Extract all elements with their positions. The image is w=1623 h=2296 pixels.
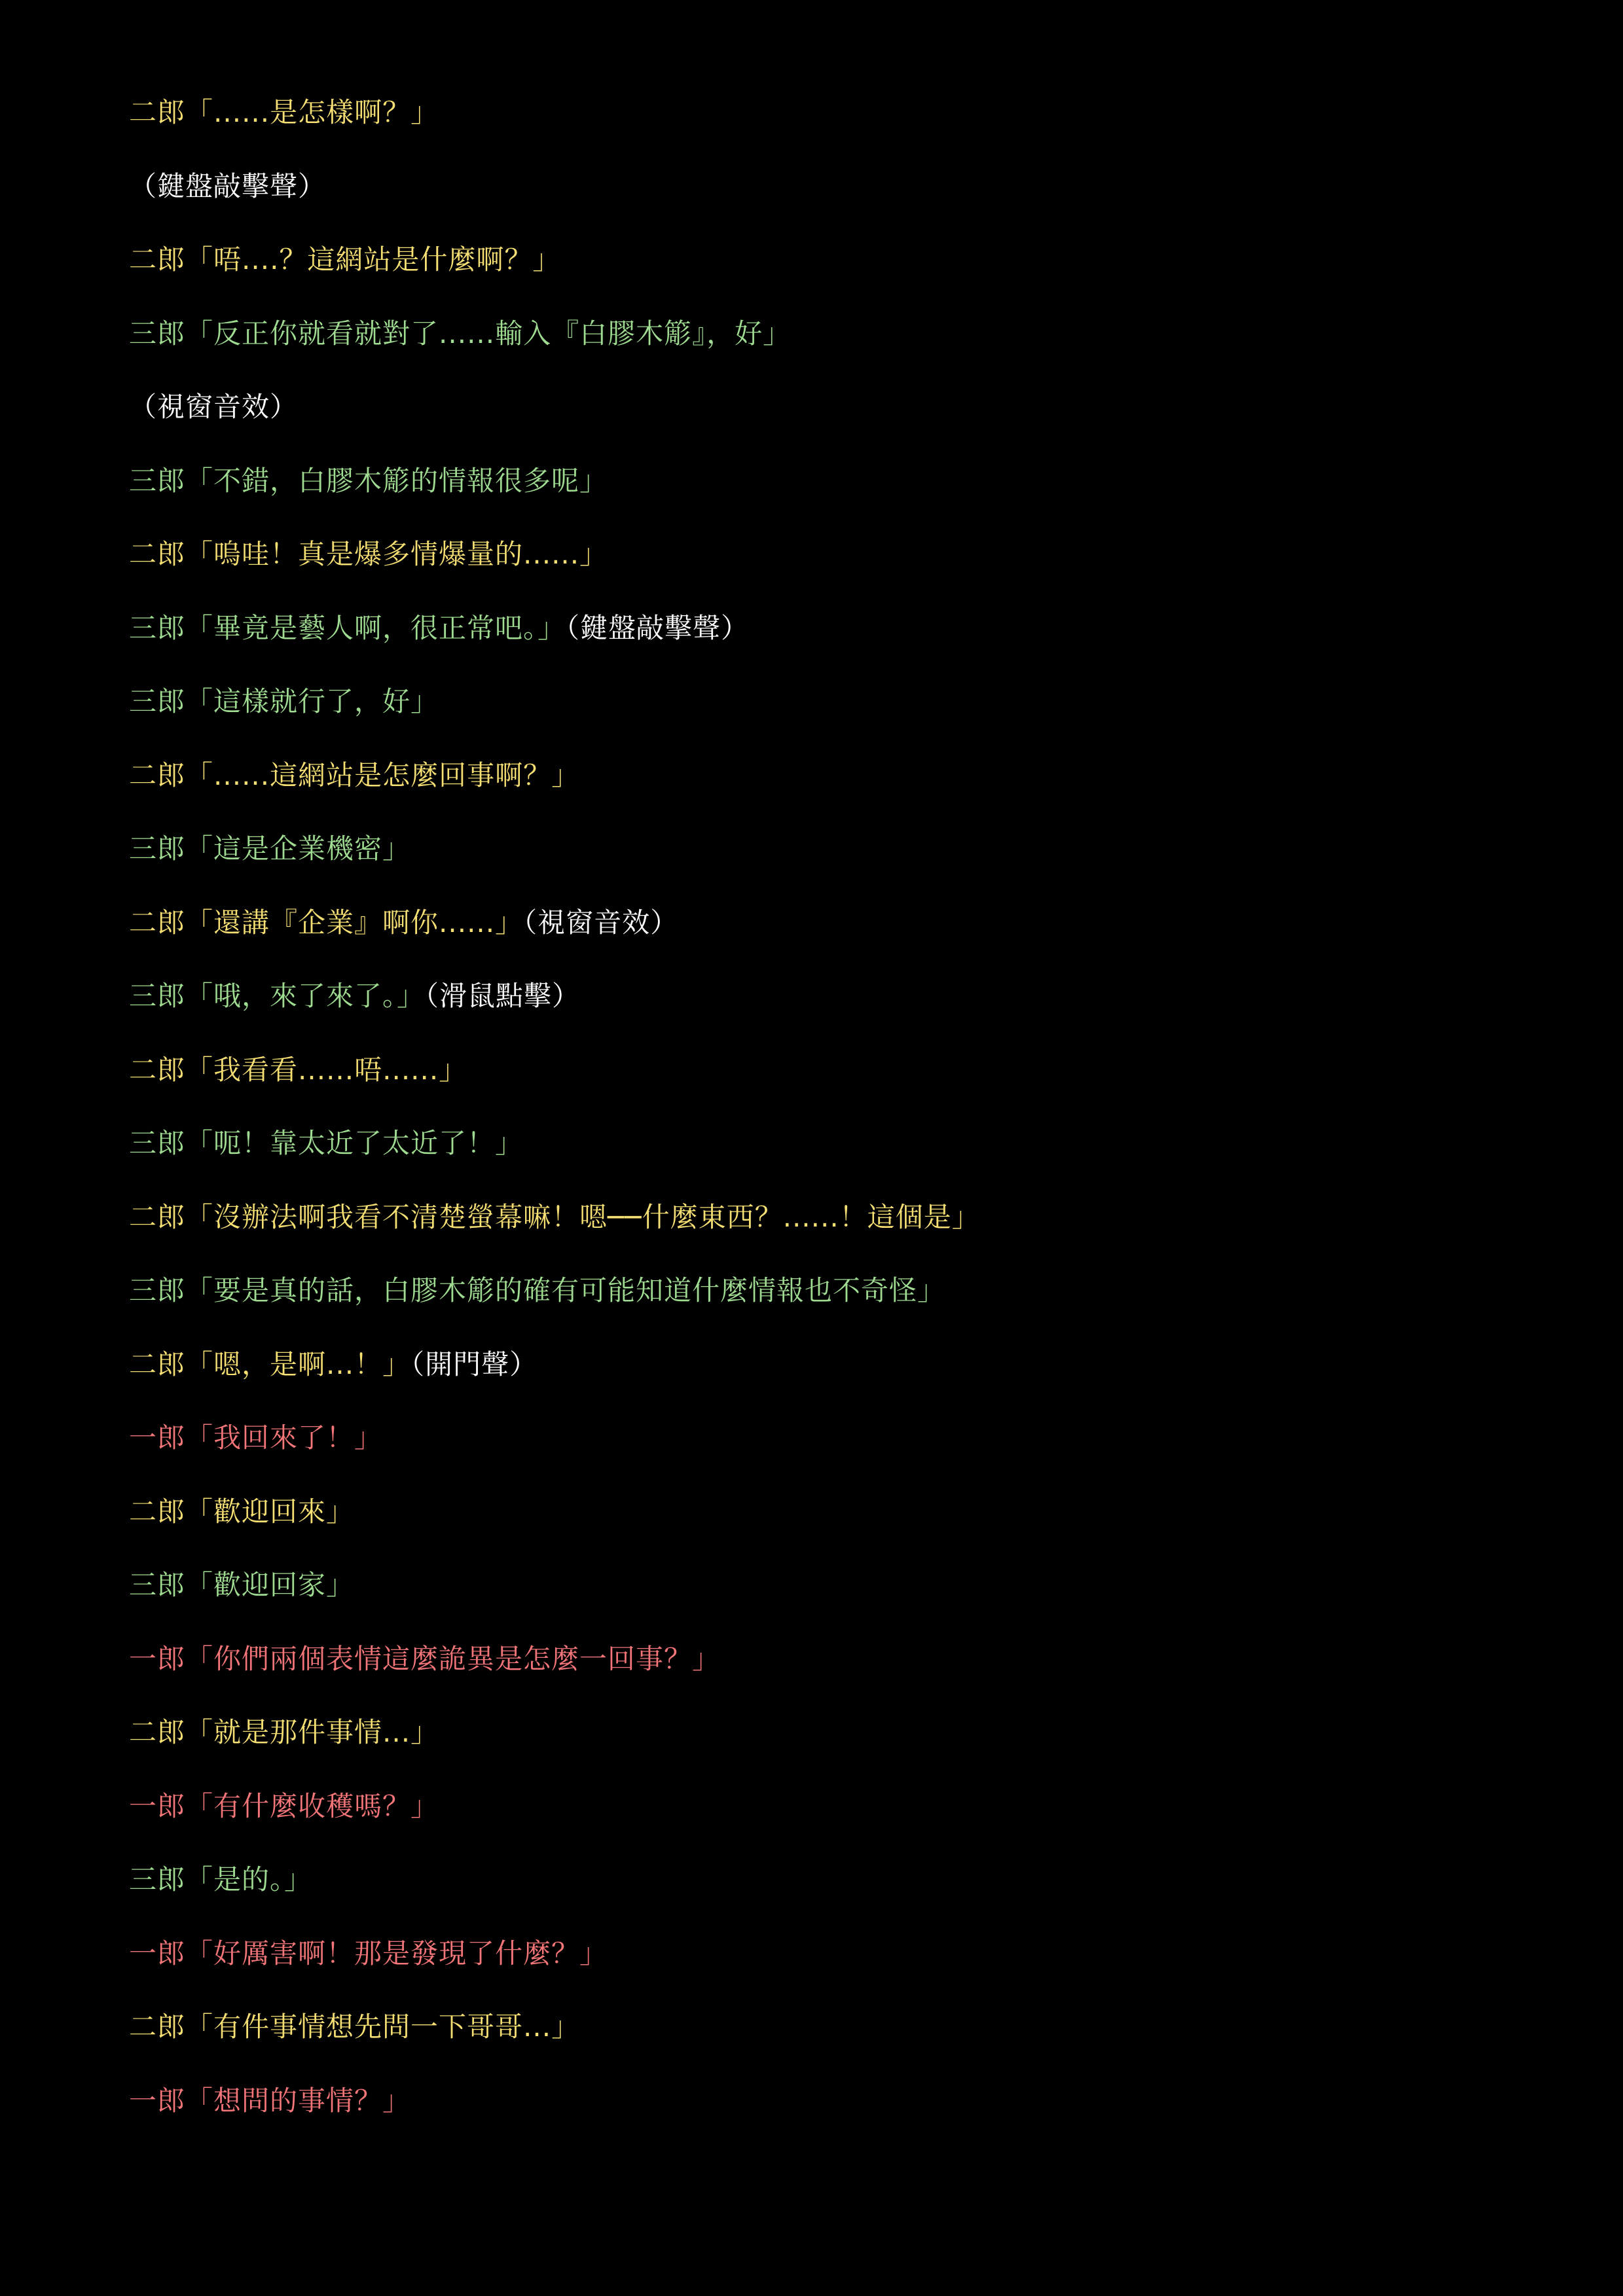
speaker-name: 一郎: [129, 1642, 186, 1675]
speaker-name: 三郎: [129, 611, 186, 644]
sound-effect: （鍵盤敲擊聲）: [129, 170, 327, 202]
dialogue-line: [129, 1198, 1569, 1272]
speaker-name: 二郎: [129, 906, 186, 939]
dialogue-text: 「我看看......唔......」: [185, 1053, 467, 1086]
dialogue-text: 「畢竟是藝人啊，很正常吧。」: [185, 611, 566, 644]
sound-effect: （視窗音效）: [129, 391, 299, 423]
sound-effect: （開門聲）: [410, 1348, 538, 1380]
speaker-name: 一郎: [129, 1789, 186, 1822]
dialogue-text: 「不錯，白膠木簓的情報很多呢」: [185, 464, 608, 497]
dialogue-line: [129, 1345, 1569, 1419]
dialogue-line: [129, 1713, 1569, 1787]
dialogue-text: 「我回來了！」: [185, 1422, 383, 1454]
dialogue-line: [129, 167, 1569, 241]
dialogue-line: [129, 461, 1569, 535]
dialogue-line: [129, 2007, 1569, 2081]
dialogue-text: 「歡迎回家」: [185, 1569, 355, 1601]
dialogue-line: [129, 1860, 1569, 1934]
speaker-name: 二郎: [129, 2011, 186, 2043]
speaker-name: 三郎: [129, 833, 186, 865]
dialogue-text: 「就是那件事情...」: [185, 1716, 439, 1748]
dialogue-line: [129, 240, 1569, 314]
dialogue-line: [129, 387, 1569, 461]
dialogue-text: 「哦，來了來了。」: [185, 980, 426, 1012]
speaker-name: 二郎: [129, 1200, 186, 1233]
dialogue-text: 「這是企業機密」: [185, 833, 411, 865]
dialogue-line: [129, 93, 1569, 167]
dialogue-text: 「好厲害啊！那是發現了什麼？」: [185, 1937, 608, 1969]
dialogue-text: 「......這網站是怎麼回事啊？」: [185, 759, 580, 791]
speaker-name: 三郎: [129, 685, 186, 717]
dialogue-text: 「要是真的話，白膠木簓的確有可能知道什麼情報也不奇怪」: [185, 1274, 946, 1306]
speaker-name: 三郎: [129, 317, 186, 350]
dialogue-text: 「嗯，是啊...！」: [185, 1348, 411, 1380]
dialogue-text: 「有件事情想先問一下哥哥...」: [185, 2011, 580, 2043]
dialogue-line: [129, 1050, 1569, 1124]
dialogue-text: 「反正你就看就對了......輸入『白膠木簓』，好」: [185, 317, 792, 350]
dialogue-line: [129, 1934, 1569, 2008]
speaker-name: 二郎: [129, 96, 186, 128]
speaker-name: 二郎: [129, 243, 186, 276]
speaker-name: 二郎: [129, 759, 186, 791]
dialogue-text: 「嗚哇！真是爆多情爆量的......」: [185, 538, 608, 570]
dialogue-text: 「沒辦法啊我看不清楚螢幕嘛！嗯──什麼東西？......！這個是」: [185, 1200, 980, 1233]
speaker-name: 三郎: [129, 1274, 186, 1306]
speaker-name: 二郎: [129, 1348, 186, 1380]
dialogue-text: 「想問的事情？」: [185, 2084, 411, 2117]
speaker-name: 二郎: [129, 1495, 186, 1528]
dialogue-text: 「還講『企業』啊你......」: [185, 906, 524, 939]
dialogue-text: 「歡迎回來」: [185, 1495, 355, 1528]
dialogue-text: 「......是怎樣啊？」: [185, 96, 439, 128]
sound-effect: （滑鼠點擊）: [425, 980, 581, 1012]
dialogue-text: 「你們兩個表情這麼詭異是怎麼一回事？」: [185, 1642, 721, 1675]
speaker-name: 一郎: [129, 1937, 186, 1969]
speaker-name: 三郎: [129, 980, 186, 1012]
speaker-name: 二郎: [129, 1053, 186, 1086]
dialogue-line: [129, 1492, 1569, 1566]
dialogue-text: 「是的。」: [185, 1863, 313, 1895]
dialogue-line: [129, 1566, 1569, 1640]
dialogue-line: [129, 609, 1569, 683]
speaker-name: 三郎: [129, 1863, 186, 1895]
dialogue-line: [129, 1787, 1569, 1861]
sound-effect: （視窗音效）: [523, 906, 679, 939]
script-text: [129, 93, 1569, 2155]
dialogue-line: [129, 756, 1569, 830]
dialogue-text: 「呃！靠太近了太近了！」: [185, 1127, 524, 1159]
dialogue-line: [129, 1418, 1569, 1492]
dialogue-line: [129, 535, 1569, 609]
dialogue-line: [129, 1271, 1569, 1345]
sound-effect: （鍵盤敲擊聲）: [566, 611, 750, 644]
dialogue-line: [129, 682, 1569, 756]
dialogue-text: 「這樣就行了，好」: [185, 685, 439, 717]
dialogue-line: [129, 314, 1569, 388]
speaker-name: 一郎: [129, 2084, 186, 2117]
speaker-name: 三郎: [129, 1127, 186, 1159]
dialogue-line: [129, 1640, 1569, 1713]
dialogue-line: [129, 903, 1569, 977]
dialogue-text: 「有什麼收穫嗎？」: [185, 1789, 439, 1822]
dialogue-text: 「唔....？這網站是什麼啊？」: [185, 243, 561, 276]
dialogue-line: [129, 1124, 1569, 1198]
dialogue-line: [129, 2081, 1569, 2155]
dialogue-line: [129, 829, 1569, 903]
speaker-name: 三郎: [129, 1569, 186, 1601]
speaker-name: 三郎: [129, 464, 186, 497]
speaker-name: 二郎: [129, 538, 186, 570]
speaker-name: 一郎: [129, 1422, 186, 1454]
dialogue-line: [129, 977, 1569, 1050]
speaker-name: 二郎: [129, 1716, 186, 1748]
